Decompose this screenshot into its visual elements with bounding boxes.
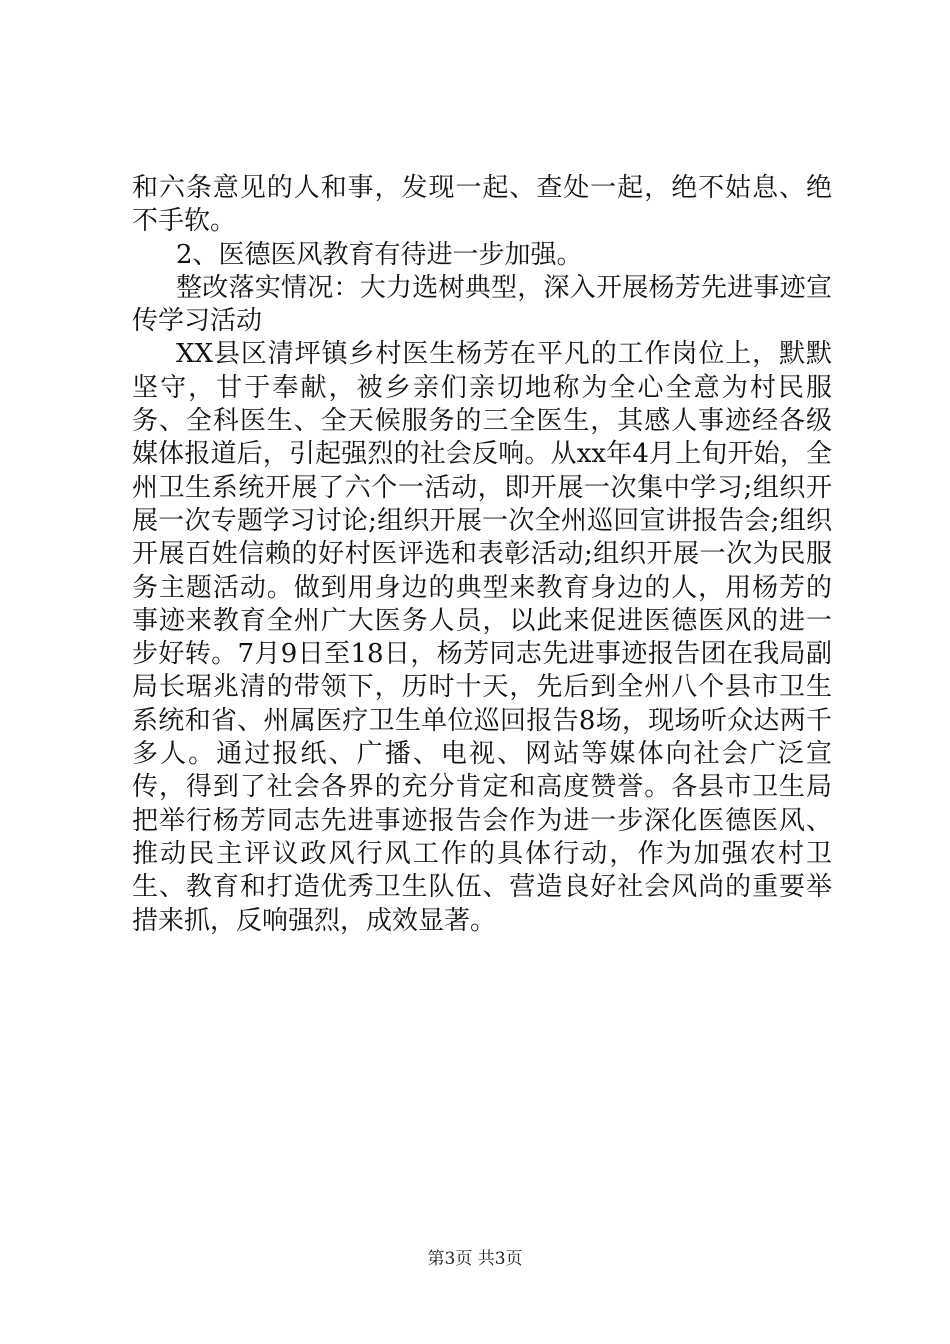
paragraph-main-body: XX县区清坪镇乡村医生杨芳在平凡的工作岗位上，默默坚守，甘于奉献，被乡亲们亲切地称为全心全意为村民服务、全科医生、全天候服务的三全医生，其感人事迹经各级媒体报道后，引起强烈的社会反响。从xx年4月上旬开始，全州卫生系统开展了六个一活动，即开展一次集中学习;组织开展一次专题学习讨论;组织开展一次全州巡回宣讲报告会;组织开展百姓信赖的好村医评选和表彰活动;组织开展一次为民服务主题活动。做到用身边的典型来教育身边的人，用杨芳的事迹来教育全州广大医务人员，以此来促进医德医风的进一步好转。7月9日至18日，杨芳同志先进事迹报告团在我局副局长琚兆清的带领下，历时十天，先后到全州八个县市卫生系统和省、州属医疗卫生单位巡回报告8场，现场听众达两千多人。通过报纸、广播、电视、网站等媒体向社会广泛宣传，得到了社会各界的充分肯定和高度赞誉。各县市卫生局把举行杨芳同志先进事迹报告会作为进一步深化医德医风、推动民主评议政风行风工作的具体行动，作为加强农村卫生、教育和打造优秀卫生队伍、营造良好社会风尚的重要举措来抓，反响强烈，成效显著。	[132, 339, 832, 936]
paragraph-continuation: 和六条意见的人和事，发现一起、查处一起，绝不姑息、绝不手软。	[132, 173, 832, 237]
document-body	[132, 172, 832, 938]
paragraph-item-heading: 2、医德医风教育有待进一步加强。	[176, 239, 583, 270]
page-number-footer: 第3页 共3页	[427, 1249, 523, 1269]
paragraph-rectification-status: 整改落实情况：大力选树典型，深入开展杨芳先进事迹宣传学习活动	[132, 272, 832, 337]
